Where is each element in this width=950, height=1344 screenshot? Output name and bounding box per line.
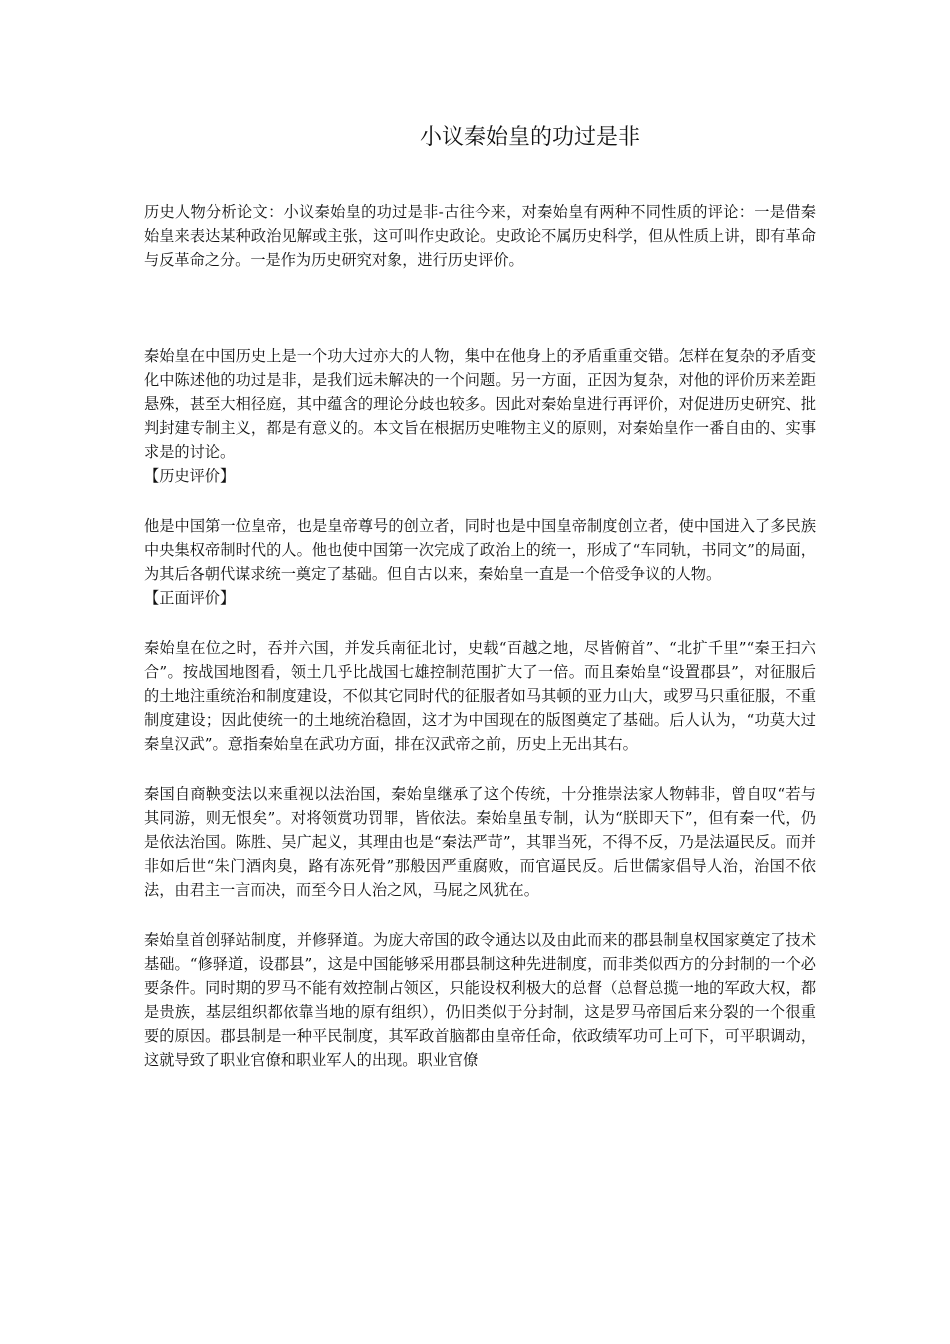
paragraph: 秦国自商鞅变法以来重视以法治国，秦始皇继承了这个传统，十分推崇法家人物韩非，曾自叹“若与其同游，则无恨矣”。对将领赏功罚罪，皆依法。秦始皇虽专制，认为“朕即天下”，但有秦一代，仍是依法治国。陈胜、吴广起义，其理由也是“秦法严苛”，其罪当死，不得不反，乃是法逼民反。而并非如后世“朱门酒肉臭，路有冻死骨”那般因严重腐败，而官逼民反。后世儒家倡导人治，治国不依法，由君主一言而决，而至今日人治之风，马屁之风犹在。 bbox=[144, 785, 816, 899]
section-heading-positive-evaluation: 【正面评价】 bbox=[144, 589, 236, 607]
paragraph: 秦始皇在位之时，吞并六国，并发兵南征北讨，史载“百越之地，尽皆俯首”、“北扩千里”“秦王扫六合”。按战国地图看，领土几乎比战国七雄控制范围扩大了一倍。而且秦始皇“设置郡县”，对征服后的土地注重统治和制度建设，不似其它同时代的征服者如马其顿的亚力山大，或罗马只重征服，不重制度建设；因此使统一的土地统治稳固，这才为中国现在的版图奠定了基础。后人认为，“功莫大过秦皇汉武”。意指秦始皇在武功方面，排在汉武帝之前，历史上无出其右。 bbox=[144, 639, 816, 753]
section-heading-historical-evaluation: 【历史评价】 bbox=[144, 467, 236, 485]
paragraph: 秦始皇首创驿站制度，并修驿道。为庞大帝国的政令通达以及由此而来的郡县制皇权国家奠定了技术基础。“修驿道，设郡县”，这是中国能够采用郡县制这种先进制度，而非类似西方的分封制的一个必要条件。同时期的罗马不能有效控制占领区，只能设权利极大的总督（总督总揽一地的军政大权，都是贵族，基层组织都依靠当地的原有组织），仍旧类似于分封制，这是罗马帝国后来分裂的一个很重要的原因。郡县制是一种平民制度，其军政首脑都由皇帝任命，依政绩军功可上可下，可平职调动，这就导致了职业官僚和职业军人的出现。职业官僚 bbox=[144, 931, 816, 1069]
paragraph: 他是中国第一位皇帝，也是皇帝尊号的创立者，同时也是中国皇帝制度创立者，使中国进入了多民族中央集权帝制时代的人。他也使中国第一次完成了政治上的统一，形成了“车同轨，书同文”的局面，为其后各朝代谋求统一奠定了基础。但自古以来，秦始皇一直是一个倍受争议的人物。 bbox=[144, 517, 816, 583]
intro-paragraph: 历史人物分析论文：小议秦始皇的功过是非-古往今来，对秦始皇有两种不同性质的评论：一是借秦始皇来表达某种政治见解或主张，这可叫作史政论。史政论不属历史科学，但从性质上讲，即有革命与反革命之分。一是作为历史研究对象，进行历史评价。 bbox=[144, 203, 816, 269]
paragraph: 秦始皇在中国历史上是一个功大过亦大的人物，集中在他身上的矛盾重重交错。怎样在复杂的矛盾变化中陈述他的功过是非，是我们远未解决的一个问题。另一方面，正因为复杂，对他的评价历来差距悬殊，甚至大相径庭，其中蕴含的理论分歧也较多。因此对秦始皇进行再评价，对促进历史研究、批判封建专制主义，都是有意义的。本文旨在根据历史唯物主义的原则，对秦始皇作一番自由的、实事求是的讨论。 bbox=[144, 347, 816, 461]
document-title: 小议秦始皇的功过是非 bbox=[419, 125, 640, 150]
document-body bbox=[144, 200, 816, 1072]
